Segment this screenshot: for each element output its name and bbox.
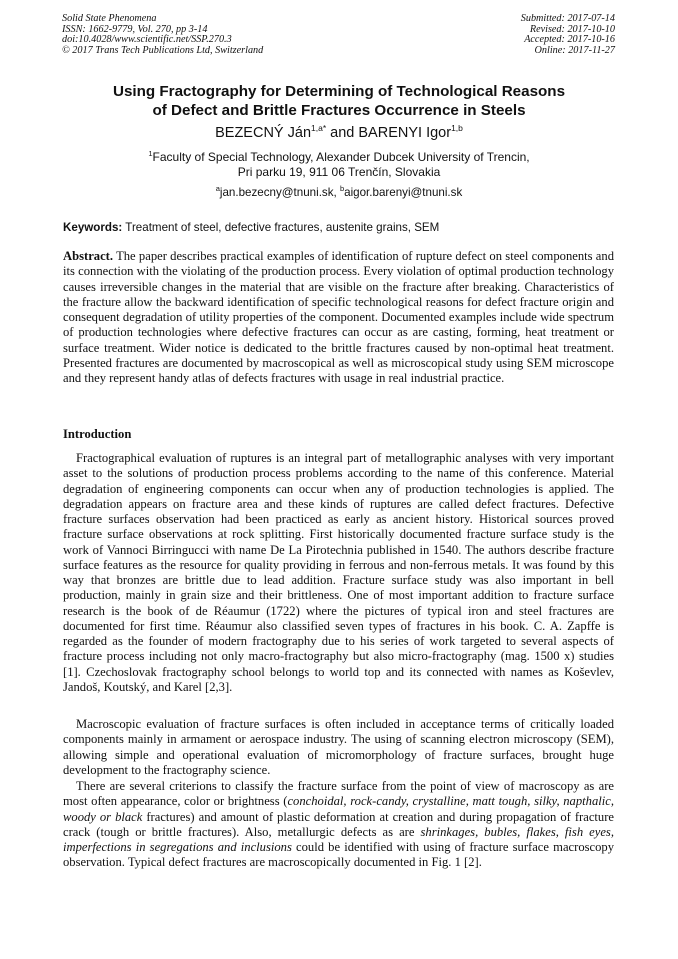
email-a-marker: a [215, 184, 220, 193]
journal-dates-right [521, 14, 615, 56]
section-heading-introduction: Introduction [63, 427, 132, 441]
email-b[interactable]: aigor.barenyi@tnuni.sk [344, 186, 463, 199]
affiliation-line-1: Faculty of Special Technology, Alexander Dubcek University of Trencin, [152, 150, 530, 164]
author-emails [0, 186, 678, 200]
affiliation-line-2: Pri parku 19, 911 06 Trenčín, Slovakia [237, 165, 441, 179]
journal-doi: doi:10.4028/www.scientific.net/SSP.270.3 [62, 34, 232, 46]
intro-paragraph-2-text: Macroscopic evaluation of fracture surfaces is often included in acceptance terms of critically loaded components mainly in armament or aerospace industry. The using of scanning electron microscopy (SEM), allowing simple and operational evaluation of micromorphology of fracture surfaces, brought huge development to the fractography science. [63, 717, 614, 777]
date-accepted: Accepted: 2017-10-16 [524, 34, 615, 46]
journal-issn: ISSN: 1662-9779, Vol. 270, pp 3-14 [62, 23, 208, 35]
title-line-1: Using Fractography for Determining of Technological Reasons [112, 83, 566, 100]
author-1-affil: 1,a* [311, 123, 327, 133]
author-list [0, 124, 678, 142]
intro-p3-part-b: fractures) and amount of plastic deformation at creation and during propagation of fracture crack (tough or brittle fractures). Also, metallurgic defects as are [63, 809, 614, 839]
keywords-text: Treatment of steel, defective fractures, austenite grains, SEM [122, 221, 440, 234]
abstract [63, 249, 614, 386]
affiliation-marker: 1 [148, 149, 153, 158]
author-2-affil: 1,b [451, 123, 463, 133]
title-line-2: of Defect and Brittle Fractures Occurrence in Steels [152, 102, 526, 119]
journal-copyright: © 2017 Trans Tech Publications Ltd, Switzerland [62, 44, 264, 56]
intro-paragraph-1-text: Fractographical evaluation of ruptures is an integral part of metallographic analyses with very important asset to the solutions of production process problems according to the name of this conference. Material degradation of engineering components can occur when any of production technologies is applied. The degradation appears on fracture area and these kinds of ruptures are called defect fractures. Defective fracture surfaces observation had been practiced as early as ancient history. Historical sources proved fracture surface observations at rock splitting. First historically documented fracture surface study is the work of Vannoci Birringucci with name De La Pirotechnia published in 1540. The authors describe fracture surface features as the resource for quality providing in ferrous and non-ferrous metals. It was found by this way that bronzes are brittle due to lead addition. Fracture surface study was also important in bell production, mainly in grain size and their brittleness. One of most important addition to fracture surface research is the book of de Réaumur (1722) where the pictures of typical iron and steel fractures are documented for first time. Réaumur also classified seven types of fractures in his book. C. A. Zapffe is regarded as the founder of modern fractography due to his series of work targeted to several aspects of fracture process including not only macro-fractography but also micro-fractography (mag. 1500 x) studies [1]. Czechoslovak fractography school belongs to world top and its connected with names as Koševlev, Jandoš, Koutský, and Karel [2,3]. [63, 451, 614, 694]
intro-paragraph-1 [63, 451, 614, 695]
intro-paragraph-3 [63, 779, 614, 871]
journal-name: Solid State Phenomena [62, 13, 157, 24]
email-separator: , [333, 186, 340, 199]
abstract-label: Abstract. [63, 249, 114, 263]
author-conjunction: and [326, 125, 359, 141]
date-online: Online: 2017-11-27 [534, 44, 615, 56]
keywords [63, 221, 439, 235]
date-submitted: Submitted: 2017-07-14 [520, 13, 615, 24]
email-b-marker: b [339, 184, 345, 193]
intro-p3-part-a: There are several criterions to classify the fracture surface from the point of view of macroscopy as are most often appearance, color or brightness ( [63, 779, 614, 809]
intro-p3-defect-types: shrinkages, bubles, flakes, fish eyes, imperfections in segregations and inclusions [63, 824, 614, 854]
author-2: BARENYI Igor [358, 125, 452, 141]
journal-info-left [62, 14, 263, 56]
abstract-text: The paper describes practical examples of identification of rupture defect on steel components and its connection with the violating of the production process. Every violation of optimal production technology causes irreversible changes in the material that are visible on the fracture after breaking. Characteristics of the fracture allow the backward identification of specific technological reasons for defect fracture origin and consequent degradation of utility properties of the component. Documented examples include wide spectrum of production technologies where defective fractures can occur as are casting, forming, heat treatment or surface treatment. Wider notice is dedicated to the brittle fractures caused by non-optimal heat treatment. Presented fractures are documented by macroscopical as well as microscopical study using SEM microscope and they represent handy atlas of defects fractures with usage in real industrial practice. [63, 249, 614, 385]
paper-title [0, 82, 678, 120]
email-a[interactable]: jan.bezecny@tnuni.sk [219, 186, 334, 199]
author-1: BEZECNÝ Ján [215, 125, 312, 141]
date-revised: Revised: 2017-10-10 [529, 23, 615, 35]
keywords-label: Keywords: [63, 221, 123, 234]
affiliation [0, 150, 678, 180]
intro-p3-fracture-types: conchoidal, rock-candy, crystalline, matt tough, silky, napthalic, woody or black [63, 794, 614, 824]
intro-paragraph-2 [63, 717, 614, 778]
intro-p3-part-c: could be identified with using of fracture surface macroscopy observation. Typical defect fractures are macroscopically documented in Fig. 1 [2]. [63, 840, 614, 870]
